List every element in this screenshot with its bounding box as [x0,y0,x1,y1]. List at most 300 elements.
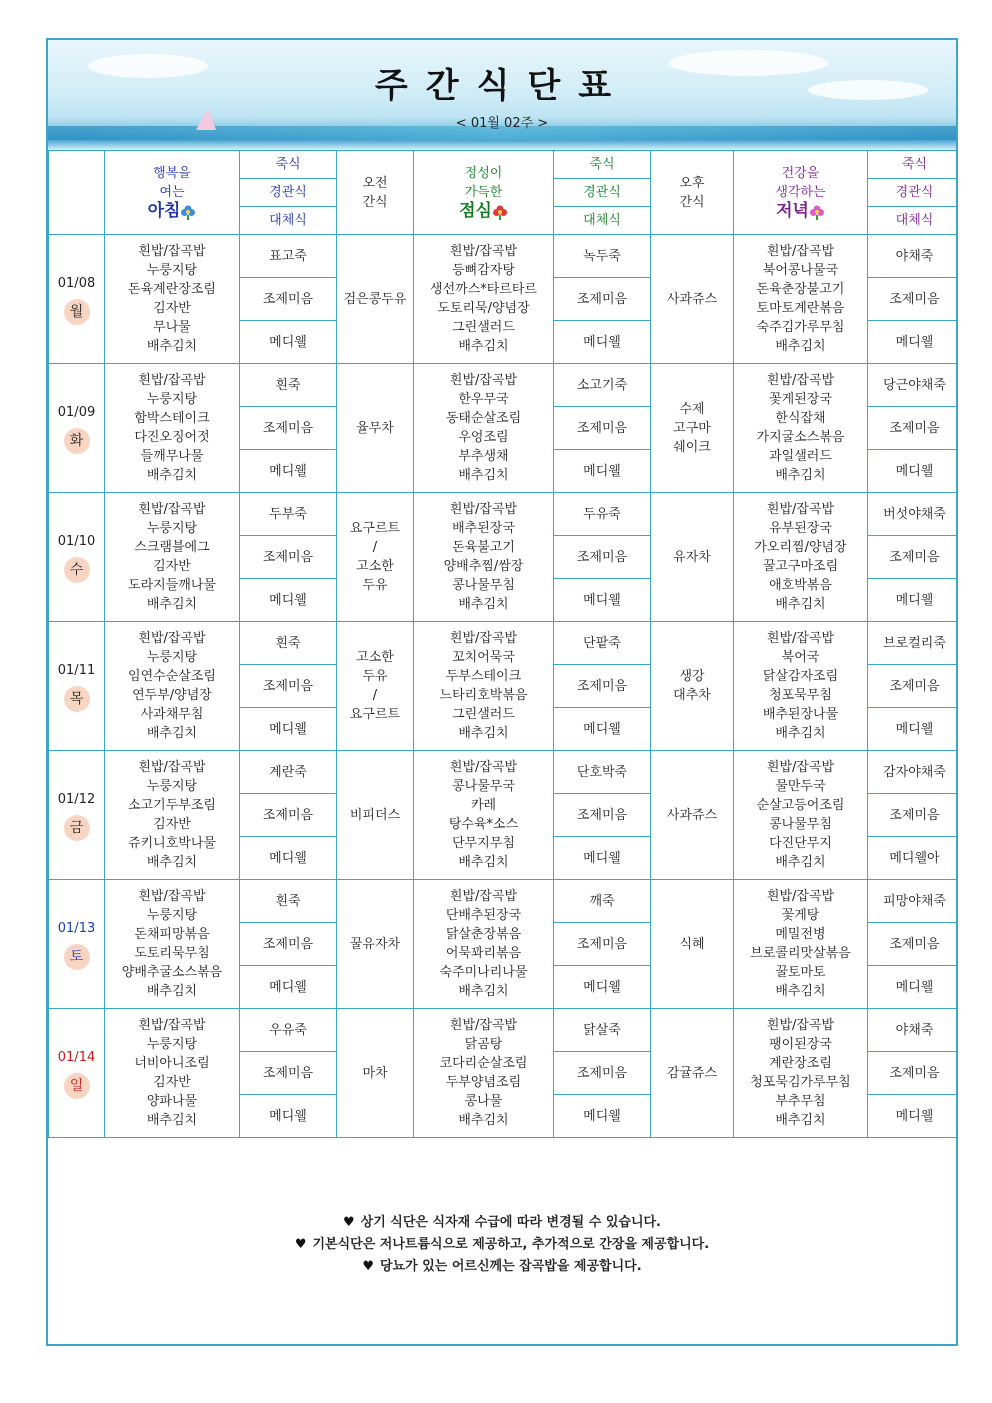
lunch-item: 등뼈감자탕 [452,263,515,278]
breakfast-item: 김자반 [153,817,191,832]
lunch-item: 흰밥/잡곡밥 [449,1018,518,1033]
pm-snack-cell [651,235,734,364]
breakfast-item: 배추김치 [146,597,198,612]
dinner-item: 다진단무지 [769,836,832,851]
pm-snack-header-line: 오후 [679,175,705,191]
lunch-item: 흰밥/잡곡밥 [449,244,518,259]
lunch-item: 동태순살조림 [445,411,522,426]
dinner-option: 버섯야채죽 [868,493,959,536]
breakfast-option: 흰죽 [240,622,337,665]
lunch-cell [414,235,554,364]
lunch-header-line: 가득한 [464,184,503,200]
lunch-option: 메디웰 [554,1095,651,1138]
pm-snack-item: 유자차 [673,549,711,565]
am-snack-item: 요구르트 [349,707,401,722]
breakfast-item: 누룽지탕 [146,779,198,794]
dinner-cell [734,235,868,364]
am-snack-item: 율무차 [356,420,394,436]
am-snack-cell [337,751,414,880]
dinner-option: 메디웰 [868,321,959,364]
substitute-header: 대체식 [240,207,337,235]
breakfast-option: 계란죽 [240,751,337,794]
breakfast-item: 도토리묵무침 [134,946,210,961]
dinner-header-line: 생각하는 [775,184,826,200]
breakfast-item: 다진오징어젓 [134,430,210,445]
lunch-option: 조제미음 [554,278,651,321]
breakfast-item: 스크램블에그 [134,540,210,555]
lunch-option: 녹두죽 [554,235,651,278]
dinner-item: 부추무침 [775,1094,826,1109]
dinner-option: 조제미음 [868,407,959,450]
am-snack-item: 요구르트 [349,521,401,536]
breakfast-option: 흰죽 [240,880,337,923]
breakfast-option: 메디웰 [240,708,337,751]
am-snack-cell [337,880,414,1009]
breakfast-item: 김자반 [153,301,191,316]
breakfast-item: 배추김치 [146,339,198,354]
breakfast-item: 배추김치 [146,984,198,999]
lunch-item: 흰밥/잡곡밥 [449,889,518,904]
breakfast-item: 누룽지탕 [146,263,198,278]
lunch-item: 흰밥/잡곡밥 [449,373,518,388]
breakfast-item: 김자반 [153,1075,191,1090]
dinner-item: 애호박볶음 [769,578,832,593]
dinner-cell [734,751,868,880]
dinner-item: 흰밥/잡곡밥 [766,1018,835,1033]
dinner-option: 조제미음 [868,923,959,966]
dinner-item: 브로콜리맛살볶음 [750,946,851,961]
lunch-option: 소고기죽 [554,364,651,407]
breakfast-option: 표고죽 [240,235,337,278]
note-line [48,1234,956,1256]
pm-snack-item: 식혜 [679,936,705,952]
breakfast-item: 배추김치 [146,855,198,870]
dinner-item: 꿀고구마조림 [762,559,839,574]
dinner-item: 배추김치 [775,339,826,354]
dinner-item: 배추김치 [775,597,826,612]
am-snack-cell [337,493,414,622]
note-line [48,1256,956,1278]
menu-table [48,150,958,1138]
day-cell [49,493,105,622]
breakfast-item: 쥬키니호박나물 [128,836,216,851]
dinner-option: 조제미음 [868,1052,959,1095]
dinner-item: 콩나물무침 [769,817,832,832]
dinner-item: 메밀전병 [775,927,826,942]
day-date: 01/12 [57,791,96,807]
lunch-item: 콩나물 [464,1094,503,1109]
breakfast-item: 임연수순살조림 [128,669,216,684]
lunch-item: 생선까스*타르타르 [430,282,537,297]
breakfast-item: 누룽지탕 [146,650,198,665]
lunch-item: 닭곰탕 [464,1037,503,1052]
lunch-option: 깨죽 [554,880,651,923]
lunch-item: 두부스테이크 [445,669,522,684]
dinner-item: 숙주김가루무침 [756,320,845,335]
dinner-item: 흰밥/잡곡밥 [766,760,835,775]
breakfast-option: 조제미음 [240,665,337,708]
day-cell [49,235,105,364]
am-snack-item: 검은콩두유 [343,291,407,307]
dinner-item: 흰밥/잡곡밥 [766,631,835,646]
day-cell [49,1009,105,1138]
lunch-cell [414,364,554,493]
breakfast-option: 흰죽 [240,364,337,407]
dinner-item: 북어콩나물국 [762,263,839,278]
lunch-item: 닭살춘장볶음 [445,927,522,942]
day-date: 01/13 [57,920,96,936]
breakfast-cell [105,235,240,364]
lunch-option: 두유죽 [554,493,651,536]
breakfast-item: 소고기두부조림 [128,798,216,813]
dinner-item: 흰밥/잡곡밥 [766,244,835,259]
tube-feeding-header: 경관식 [240,179,337,207]
dinner-cell [734,364,868,493]
breakfast-item: 돈육계란장조림 [128,282,216,297]
pm-snack-item: 대추차 [673,688,711,703]
dinner-item: 꽃게탕 [781,908,820,923]
dinner-item: 가오리찜/양념장 [754,540,847,555]
breakfast-item: 누룽지탕 [146,1037,198,1052]
dinner-item: 물만두국 [775,779,826,794]
dinner-header [734,151,868,235]
breakfast-option: 조제미음 [240,923,337,966]
pm-snack-item: 쉐이크 [673,439,711,455]
lunch-cell [414,1009,554,1138]
dinner-option: 메디웰 [868,1095,959,1138]
lunch-item: 흰밥/잡곡밥 [449,502,518,517]
dinner-item: 청포묵김가루무침 [750,1075,851,1090]
dinner-cell [734,880,868,1009]
lunch-option: 조제미음 [554,1052,651,1095]
breakfast-item: 흰밥/잡곡밥 [138,373,206,388]
lunch-item: 단무지무침 [452,836,515,851]
lunch-item: 배추김치 [458,468,509,483]
lunch-option: 메디웰 [554,321,651,364]
dinner-item: 토마토계란볶음 [756,301,845,316]
dinner-option: 조제미음 [868,278,959,321]
lunch-cell [414,622,554,751]
breakfast-item: 누룽지탕 [146,521,198,536]
dinner-option: 피망야채죽 [868,880,959,923]
lunch-item: 콩나물무침 [452,578,515,593]
lunch-option: 조제미음 [554,923,651,966]
dinner-option: 메디웰 [868,708,959,751]
breakfast-option: 조제미음 [240,407,337,450]
am-snack-item: 고소한 [356,559,394,574]
am-snack-item: 고소한 [356,650,394,665]
pm-snack-item: 생강 [679,669,705,684]
lunch-flower-icon [492,204,508,220]
porridge-header: 죽식 [868,151,959,179]
lunch-item: 단배추된장국 [445,908,522,923]
dinner-item: 꿀토마토 [775,965,826,980]
dinner-option: 야채죽 [868,235,959,278]
breakfast-item: 사과채무침 [140,707,204,722]
breakfast-item: 누룽지탕 [146,392,198,407]
week-label: < 01월 02주 > [455,116,549,131]
lunch-item: 두부양념조림 [445,1075,522,1090]
pm-snack-item: 감귤쥬스 [666,1065,718,1081]
pm-snack-cell [651,1009,734,1138]
am-snack-item: 마차 [362,1065,388,1081]
breakfast-cell [105,1009,240,1138]
heart-icon: ♥ [343,1215,355,1230]
dinner-item: 청포묵무침 [769,688,832,703]
lunch-header [414,151,554,235]
dinner-option: 메디웰 [868,450,959,493]
lunch-header-line [414,202,553,222]
porridge-header: 죽식 [554,151,651,179]
breakfast-option: 조제미음 [240,278,337,321]
lunch-option: 조제미음 [554,665,651,708]
lunch-item: 도토리묵/양념장 [437,301,530,316]
breakfast-item: 흰밥/잡곡밥 [138,1018,206,1033]
dinner-item: 한식잡채 [775,411,826,426]
lunch-item: 탕수육*소스 [448,817,519,832]
breakfast-option: 두부죽 [240,493,337,536]
weekday-badge: 화 [64,428,90,454]
am-snack-header-line: 오전 [362,175,388,191]
note-line [48,1212,956,1234]
lunch-option: 메디웰 [554,966,651,1009]
breakfast-option: 조제미음 [240,794,337,837]
day-cell [49,751,105,880]
dinner-item: 배추된장나물 [762,707,839,722]
dinner-option: 조제미음 [868,665,959,708]
day-date: 01/10 [57,533,96,549]
breakfast-item: 김자반 [153,559,191,574]
breakfast-cell [105,622,240,751]
am-snack-item: / [372,688,378,703]
lunch-option: 조제미음 [554,407,651,450]
lunch-cell [414,493,554,622]
dinner-item: 팽이된장국 [769,1037,832,1052]
lunch-header-title: 점심 [459,200,492,221]
weekday-badge: 수 [64,557,90,583]
porridge-header: 죽식 [240,151,337,179]
pm-snack-cell [651,493,734,622]
dinner-item: 배추김치 [775,855,826,870]
day-cell [49,364,105,493]
dinner-item: 닭살감자조림 [762,669,839,684]
lunch-option: 단호박죽 [554,751,651,794]
pm-snack-item: 수제 [679,401,705,417]
lunch-item: 배추김치 [458,1113,509,1128]
lunch-item: 배추김치 [458,726,509,741]
pm-snack-item: 사과쥬스 [666,807,718,823]
am-snack-item: / [372,540,378,555]
lunch-item: 그린샐러드 [452,707,515,722]
lunch-item: 배추된장국 [452,521,515,536]
dinner-item: 돈육춘장불고기 [756,282,845,297]
dinner-item: 유부된장국 [769,521,832,536]
breakfast-item: 배추김치 [146,1113,198,1128]
lunch-item: 그린샐러드 [452,320,515,335]
lunch-cell [414,751,554,880]
dinner-option: 브로컬리죽 [868,622,959,665]
lunch-option: 단팥죽 [554,622,651,665]
dinner-option: 야채죽 [868,1009,959,1052]
dinner-header-line [734,202,867,222]
breakfast-item: 누룽지탕 [146,908,198,923]
note-text: 당뇨가 있는 어르신께는 잡곡밥을 제공합니다. [380,1259,642,1274]
dinner-header-line: 건강을 [781,165,820,181]
breakfast-header [105,151,240,235]
dinner-option: 메디웰 [868,579,959,622]
lunch-item: 배추김치 [458,339,509,354]
breakfast-item: 연두부/양념장 [132,688,212,703]
lunch-option: 메디웰 [554,708,651,751]
page-title: 주간식단표 [374,66,630,106]
breakfast-header-title: 아침 [147,200,181,221]
breakfast-header-line [105,202,239,222]
am-snack-header [337,151,414,235]
breakfast-cell [105,493,240,622]
lunch-item: 어묵꽈리볶음 [445,946,522,961]
dinner-option: 메디웰아 [868,837,959,880]
dinner-item: 가지굴소스볶음 [756,430,845,445]
breakfast-header-line: 행복을 [153,165,191,181]
dinner-item: 순살고등어조림 [756,798,845,813]
pm-snack-item: 고구마 [673,420,711,436]
corner-cell [49,151,105,235]
breakfast-option: 메디웰 [240,966,337,1009]
am-snack-item: 꿀유자차 [349,936,401,952]
dinner-item: 계란장조림 [769,1056,832,1071]
dinner-item: 흰밥/잡곡밥 [766,373,835,388]
pm-snack-header-line: 간식 [679,194,705,210]
dinner-item: 꽃게된장국 [769,392,832,407]
lunch-item: 느타리호박볶음 [439,688,528,703]
am-snack-cell [337,364,414,493]
dinner-cell [734,493,868,622]
dinner-item: 배추김치 [775,726,826,741]
lunch-option: 조제미음 [554,794,651,837]
am-snack-item: 두유 [362,578,388,593]
pm-snack-cell [651,622,734,751]
breakfast-option: 메디웰 [240,321,337,364]
am-snack-header-line: 간식 [362,194,388,210]
dinner-header-title: 저녁 [776,200,809,221]
lunch-item: 배추김치 [458,984,509,999]
day-cell [49,880,105,1009]
pm-snack-cell [651,751,734,880]
am-snack-cell [337,622,414,751]
lunch-item: 꼬치어묵국 [452,650,515,665]
weekday-badge: 일 [64,1073,90,1099]
dinner-option: 감자야채죽 [868,751,959,794]
tube-feeding-header: 경관식 [868,179,959,207]
lunch-item: 부추생채 [458,449,509,464]
breakfast-item: 돈채피망볶음 [134,927,210,942]
day-date: 01/11 [57,662,96,678]
weekday-badge: 월 [64,299,90,325]
dinner-item: 배추김치 [775,468,826,483]
breakfast-item: 흰밥/잡곡밥 [138,502,206,517]
weekday-badge: 금 [64,815,90,841]
weekday-badge: 토 [64,944,90,970]
lunch-item: 숙주미나리나물 [439,965,528,980]
breakfast-cell [105,880,240,1009]
breakfast-option: 메디웰 [240,837,337,880]
dinner-option: 조제미음 [868,794,959,837]
dinner-cell [734,1009,868,1138]
breakfast-option: 메디웰 [240,579,337,622]
breakfast-option: 메디웰 [240,1095,337,1138]
breakfast-item: 너비아니조림 [134,1056,210,1071]
footer-notes [48,1212,956,1278]
dinner-option: 메디웰 [868,966,959,1009]
breakfast-option: 조제미음 [240,536,337,579]
lunch-item: 우엉조림 [458,430,509,445]
dinner-item: 과일샐러드 [769,449,832,464]
breakfast-item: 흰밥/잡곡밥 [138,760,206,775]
dinner-flower-icon [809,204,825,220]
lunch-header-line: 정성이 [464,165,503,181]
lunch-item: 흰밥/잡곡밥 [449,760,518,775]
breakfast-item: 들깨무나물 [140,449,204,464]
dinner-item: 흰밥/잡곡밥 [766,889,835,904]
lunch-item: 배추김치 [458,597,509,612]
dinner-item: 배추김치 [775,984,826,999]
breakfast-item: 양파나물 [146,1094,198,1109]
dinner-option: 조제미음 [868,536,959,579]
dinner-item: 흰밥/잡곡밥 [766,502,835,517]
day-date: 01/08 [57,275,96,291]
breakfast-option: 조제미음 [240,1052,337,1095]
lunch-option: 조제미음 [554,536,651,579]
heart-icon: ♥ [362,1259,374,1274]
lunch-item: 돈육불고기 [452,540,515,555]
breakfast-item: 배추김치 [146,726,198,741]
lunch-option: 닭살죽 [554,1009,651,1052]
note-text: 기본식단은 저나트륨식으로 제공하고, 추가적으로 간장을 제공합니다. [312,1237,710,1252]
substitute-header: 대체식 [868,207,959,235]
am-snack-cell [337,1009,414,1138]
dinner-item: 배추김치 [775,1113,826,1128]
lunch-item: 코다리순살조림 [439,1056,528,1071]
breakfast-header-line: 여는 [159,184,185,200]
menu-sheet [46,38,958,1346]
breakfast-item: 도라지들깨나물 [128,578,216,593]
breakfast-flower-icon [180,204,196,220]
breakfast-item: 흰밥/잡곡밥 [138,889,206,904]
day-date: 01/14 [57,1049,96,1065]
lunch-item: 카레 [470,798,497,813]
breakfast-cell [105,751,240,880]
lunch-item: 배추김치 [458,855,509,870]
dinner-option: 당근야채죽 [868,364,959,407]
substitute-header: 대체식 [554,207,651,235]
dinner-item: 북어국 [781,650,820,665]
lunch-item: 한우무국 [458,392,509,407]
lunch-item: 흰밥/잡곡밥 [449,631,518,646]
day-date: 01/09 [57,404,96,420]
breakfast-option: 우유죽 [240,1009,337,1052]
lunch-item: 양배추찜/쌈장 [443,559,524,574]
breakfast-item: 양배추굴소스볶음 [121,965,223,980]
breakfast-option: 메디웰 [240,450,337,493]
pm-snack-cell [651,364,734,493]
day-cell [49,622,105,751]
pm-snack-header [651,151,734,235]
breakfast-item: 함박스테이크 [134,411,210,426]
dinner-cell [734,622,868,751]
lunch-item: 콩나물무국 [452,779,515,794]
pm-snack-cell [651,880,734,1009]
am-snack-item: 비피더스 [349,807,401,823]
